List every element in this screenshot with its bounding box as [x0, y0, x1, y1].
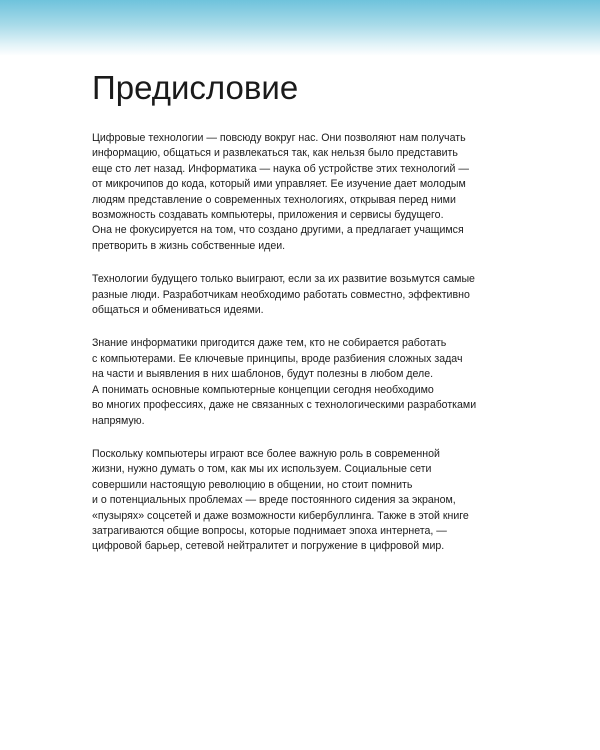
text-line: еще сто лет назад. Информатика — наука об устройстве этих технологий — — [92, 162, 469, 175]
text-line: совершили настоящую революцию в общении, но стоит помнить — [92, 478, 413, 491]
text-line: общаться и обмениваться идеями. — [92, 304, 264, 317]
paragraph-4 — [92, 447, 532, 555]
text-line: людям представление о современных технологиях, открывая перед ними — [92, 193, 456, 206]
text-line: возможность создавать компьютеры, приложения и сервисы будущего. — [92, 209, 444, 222]
text-line: Цифровые технологии — повсюду вокруг нас. Они позволяют нам получать — [92, 132, 466, 144]
text-line: А понимать основные компьютерные концепции сегодня необходимо — [92, 383, 434, 396]
body-text — [92, 131, 532, 573]
text-line: Знание информатики пригодится даже тем, кто не собирается работать — [92, 337, 447, 350]
text-line: Она не фокусируется на том, что создано другими, а предлагает учащимся — [92, 224, 464, 237]
text-line: во многих профессиях, даже не связанных с технологическими разработками — [92, 399, 477, 412]
header-gradient-band — [0, 0, 600, 56]
text-line: Поскольку компьютеры играют все более важную роль в современной — [92, 447, 440, 460]
paragraph-3 — [92, 336, 532, 428]
text-line: с компьютерами. Ее ключевые принципы, вроде разбиения сложных задач — [92, 352, 463, 365]
page-title: Предисловие — [92, 69, 299, 106]
text-line: информацию, общаться и развлекаться так, как нельзя было представить — [92, 147, 458, 160]
text-line: Технологии будущего только выиграют, если за их развитие возьмутся самые — [92, 273, 475, 286]
text-line: от микрочипов до кода, который ими управляет. Ее изучение дает молодым — [92, 178, 466, 191]
text-line: «пузырях» соцсетей и даже возможности кибербуллинга. Также в этой книге — [92, 509, 469, 522]
text-line: жизни, нужно думать о том, как мы их используем. Социальные сети — [92, 463, 432, 476]
text-line: на части и выявления в них шаблонов, будут полезны в любом деле. — [92, 368, 434, 381]
paragraph-2 — [92, 272, 532, 318]
text-line: претворить в жизнь собственные идеи. — [92, 239, 286, 252]
text-line: напрямую. — [92, 414, 145, 427]
text-line: разные люди. Разработчикам необходимо работать совместно, эффективно — [92, 288, 470, 301]
paragraph-1 — [92, 131, 532, 254]
text-line: затрагиваются общие вопросы, которые поднимает эпоха интернета, — — [92, 524, 447, 537]
text-line: и о потенциальных проблемах — вреде постоянного сидения за экраном, — [92, 494, 456, 507]
text-line: цифровой барьер, сетевой нейтралитет и погружение в цифровой мир. — [92, 540, 445, 553]
